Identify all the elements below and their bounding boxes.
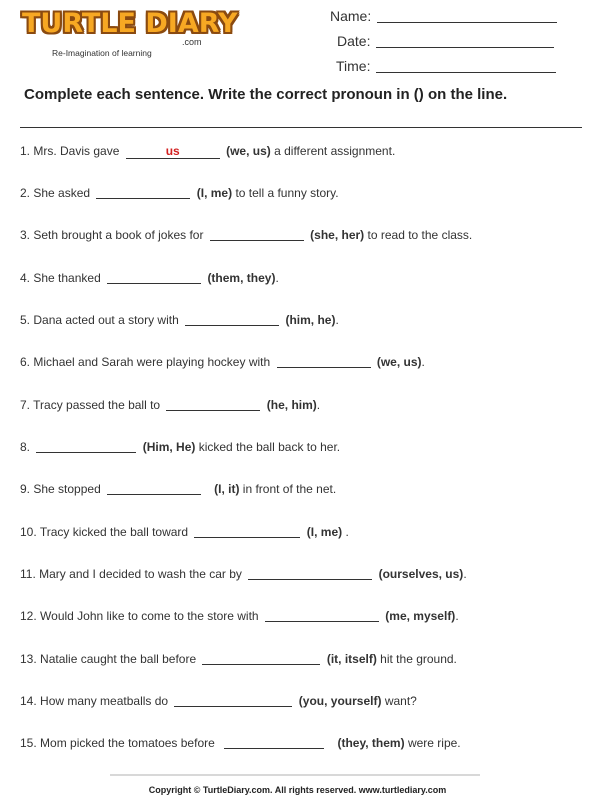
question-12 [20, 609, 459, 623]
question-number: 5. [20, 313, 31, 327]
question-6 [20, 355, 425, 369]
question-text-after: . [275, 271, 279, 285]
answer-blank[interactable] [194, 525, 300, 538]
answer-blank[interactable] [107, 271, 201, 284]
question-text-after: to read to the class. [367, 228, 473, 242]
question-number: 1. [20, 144, 31, 158]
question-2 [20, 186, 339, 200]
answer-blank[interactable] [107, 482, 201, 495]
question-11 [20, 567, 467, 581]
question-text-after: . [463, 567, 467, 581]
answer-blank[interactable] [174, 694, 292, 707]
question-text-before: Mrs. Davis gave [33, 144, 120, 158]
question-text-after: . [345, 525, 349, 539]
question-number: 11. [20, 567, 36, 581]
question-number: 13. [20, 652, 37, 666]
question-text-before: She asked [33, 186, 91, 200]
question-number: 9. [20, 482, 31, 496]
question-text-before: Seth brought a book of jokes for [33, 228, 204, 242]
question-13 [20, 652, 457, 666]
question-text-before: Mary and I decided to wash the car by [39, 567, 242, 581]
pronoun-options: (him, he) [285, 313, 336, 327]
answer-blank[interactable] [202, 652, 320, 665]
question-text-after: . [455, 609, 459, 623]
name-field [330, 8, 557, 24]
turtle-diary-logo [22, 8, 238, 60]
question-text-before: Tracy kicked the ball toward [39, 525, 189, 539]
answer-blank[interactable] [265, 609, 379, 622]
question-4 [20, 271, 279, 285]
question-5 [20, 313, 339, 327]
name-line[interactable] [377, 22, 557, 23]
pronoun-options: (me, myself) [385, 609, 456, 623]
logo-domain: .com [182, 37, 202, 47]
pronoun-options: (he, him) [266, 398, 317, 412]
question-text-after: . [335, 313, 339, 327]
heading-divider [20, 127, 582, 128]
question-number: 15. [20, 736, 37, 750]
question-text-after: a different assignment. [274, 144, 396, 158]
question-text-before: Dana acted out a story with [33, 313, 179, 327]
logo-wordmark: TURTLE DIARY [22, 8, 238, 39]
question-8 [20, 440, 340, 454]
pronoun-options: (them, they) [207, 271, 276, 285]
date-field [337, 33, 554, 49]
question-text-before: She stopped [33, 482, 101, 496]
question-text-after: were ripe. [407, 736, 461, 750]
question-text-before: Tracy passed the ball to [33, 398, 161, 412]
time-field [336, 58, 556, 74]
question-1 [20, 144, 395, 159]
question-number: 4. [20, 271, 31, 285]
question-number: 3. [20, 228, 31, 242]
pronoun-options: (we, us) [376, 355, 422, 369]
logo-tagline: Re-Imagination of learning [52, 48, 152, 58]
question-text-before: Michael and Sarah were playing hockey with [33, 355, 271, 369]
question-text-before: She thanked [33, 271, 101, 285]
copyright-footer: Copyright © TurtleDiary.com. All rights reserved. www.turtlediary.com [148, 785, 447, 795]
footer-divider [110, 774, 480, 776]
time-label: Time: [336, 58, 371, 74]
date-line[interactable] [376, 47, 554, 48]
question-text-after: . [316, 398, 321, 412]
answer-blank[interactable] [277, 355, 371, 368]
question-text-before: Natalie caught the ball before [40, 652, 197, 666]
question-7 [20, 398, 320, 412]
question-text-after: . [421, 355, 425, 369]
question-text-before: Mom picked the tomatoes before [40, 736, 215, 750]
answer-blank[interactable] [166, 398, 260, 411]
answer-blank[interactable] [248, 567, 372, 580]
question-text-after: want? [384, 694, 417, 708]
answer-blank[interactable] [224, 736, 324, 749]
question-text-before: Would John like to come to the store with [40, 609, 259, 623]
pronoun-options: (I, me) [306, 525, 343, 539]
answer-blank[interactable] [36, 440, 136, 453]
name-label: Name: [330, 8, 372, 24]
answer-blank[interactable] [96, 186, 190, 199]
question-number: 10. [20, 525, 37, 539]
pronoun-options: (she, her) [310, 228, 365, 242]
question-14 [20, 694, 417, 708]
question-9 [20, 482, 336, 496]
pronoun-options: (I, it) [214, 482, 240, 496]
question-text-after: kicked the ball back to her. [198, 440, 341, 454]
pronoun-options: (you, yourself) [298, 694, 382, 708]
date-label: Date: [337, 33, 371, 49]
answer-blank[interactable] [185, 313, 279, 326]
pronoun-options: (it, itself) [326, 652, 377, 666]
answer-text: us [165, 144, 180, 158]
question-number: 2. [20, 186, 31, 200]
instructions-heading: Complete each sentence. Write the correct pronoun in () on the line. [24, 86, 508, 103]
question-number: 14. [20, 694, 37, 708]
question-10 [20, 525, 349, 539]
pronoun-options: (they, them) [337, 736, 405, 750]
pronoun-options: (Him, He) [142, 440, 196, 454]
question-number: 6. [20, 355, 31, 369]
question-3 [20, 228, 472, 242]
time-line[interactable] [376, 72, 556, 73]
question-15 [20, 736, 461, 750]
question-number: 7. [20, 398, 31, 412]
question-text-after: hit the ground. [380, 652, 457, 666]
pronoun-options: (ourselves, us) [378, 567, 464, 581]
question-number: 8. [20, 440, 31, 454]
pronoun-options: (we, us) [226, 144, 271, 158]
question-text-before: How many meatballs do [40, 694, 169, 708]
answer-blank[interactable] [210, 228, 304, 241]
question-text-after: in front of the net. [242, 482, 337, 496]
question-number: 12. [20, 609, 37, 623]
pronoun-options: (I, me) [196, 186, 233, 200]
answer-blank[interactable] [126, 146, 220, 159]
question-text-after: to tell a funny story. [235, 186, 339, 200]
